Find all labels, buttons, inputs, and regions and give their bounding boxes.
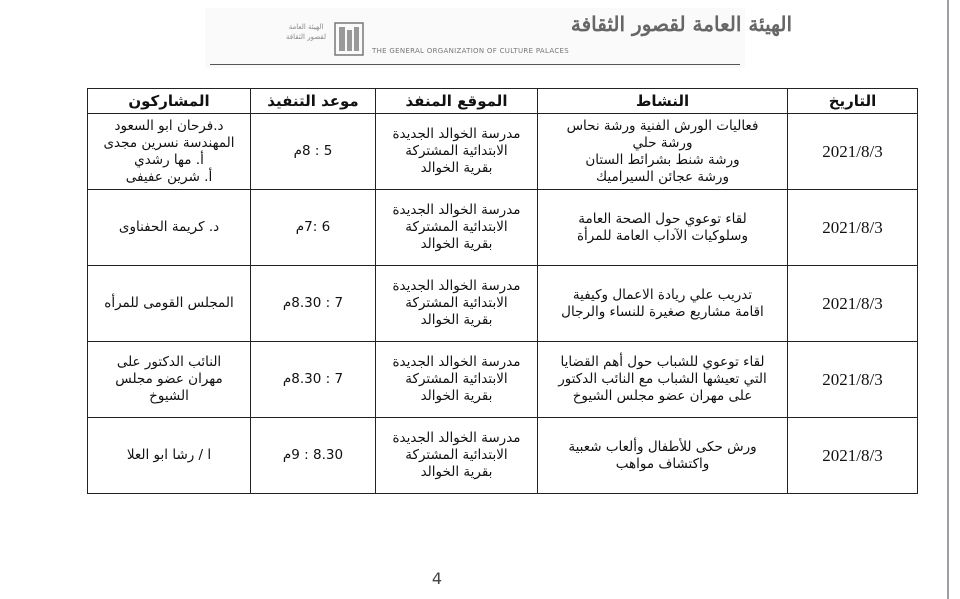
cell-participants: د. كريمة الحفناوى [88,190,251,266]
cell-location: مدرسة الخوالد الجديدة الابتدائية المشتركة بقرية الخوالد [376,114,538,190]
cell-participants: ا / رشا ابو العلا [88,418,251,494]
org-logo-english: THE GENERAL ORGANIZATION OF CULTURE PALACES [372,47,569,55]
cell-date: 2021/8/3 [788,342,918,418]
org-small-text: الهيئة العامة لقصور الثقافة [286,23,326,41]
cell-date: 2021/8/3 [788,418,918,494]
cell-activity: ورش حكى للأطفال وألعاب شعبية واكتشاف مواهب [538,418,788,494]
table-row [88,342,918,418]
cell-activity: لقاء توعوي للشباب حول أهم القضايا التي تعيشها الشباب مع النائب الدكتور على مهران عضو مجلس الشيوخ [538,342,788,418]
column-header-activity: النشاط [538,89,788,114]
cell-activity: تدريب علي ريادة الاعمال وكيفية اقامة مشاريع صغيرة للنساء والرجال [538,266,788,342]
cell-date: 2021/8/3 [788,190,918,266]
page-edge-line [947,0,949,599]
cell-participants: د.فرحان ابو السعود المهندسة نسرين مجدى أ. مها رشدي أ. شرين عفيفى [88,114,251,190]
cell-time: 7 : 8.30م [251,266,376,342]
column-header-date: التاريخ [788,89,918,114]
cell-date: 2021/8/3 [788,266,918,342]
column-header-participants: المشاركون [88,89,251,114]
page-number: 4 [431,569,443,588]
table-row [88,418,918,494]
cell-date: 2021/8/3 [788,114,918,190]
cell-participants: المجلس القومى للمرأه [88,266,251,342]
table-header-row [88,89,918,114]
org-logo-arabic: الهيئة العامة لقصور الثقافة [570,12,792,36]
cell-participants: النائب الدكتور على مهران عضو مجلس الشيوخ [88,342,251,418]
table-row [88,190,918,266]
cell-time: 6 :7م [251,190,376,266]
cell-location: مدرسة الخوالد الجديدة الابتدائية المشتركة بقرية الخوالد [376,342,538,418]
org-emblem-icon [334,22,364,56]
cell-location: مدرسة الخوالد الجديدة الابتدائية المشتركة بقرية الخوالد [376,190,538,266]
header-divider [210,64,740,65]
cell-time: 7 : 8.30م [251,342,376,418]
cell-location: مدرسة الخوالد الجديدة الابتدائية المشتركة بقرية الخوالد [376,266,538,342]
table-row [88,114,918,190]
cell-activity: لقاء توعوي حول الصحة العامة وسلوكيات الآداب العامة للمرأة [538,190,788,266]
column-header-time: موعد التنفيذ [251,89,376,114]
table-row [88,266,918,342]
column-header-location: الموقع المنفذ [376,89,538,114]
cell-time: 5 : 8م [251,114,376,190]
cell-time: 8.30 : 9م [251,418,376,494]
cell-activity: فعاليات الورش الفنية ورشة نحاس ورشة حلي ورشة شنط بشرائط الستان ورشة عجائن السيراميك [538,114,788,190]
activities-table [87,88,918,494]
cell-location: مدرسة الخوالد الجديدة الابتدائية المشتركة بقرية الخوالد [376,418,538,494]
